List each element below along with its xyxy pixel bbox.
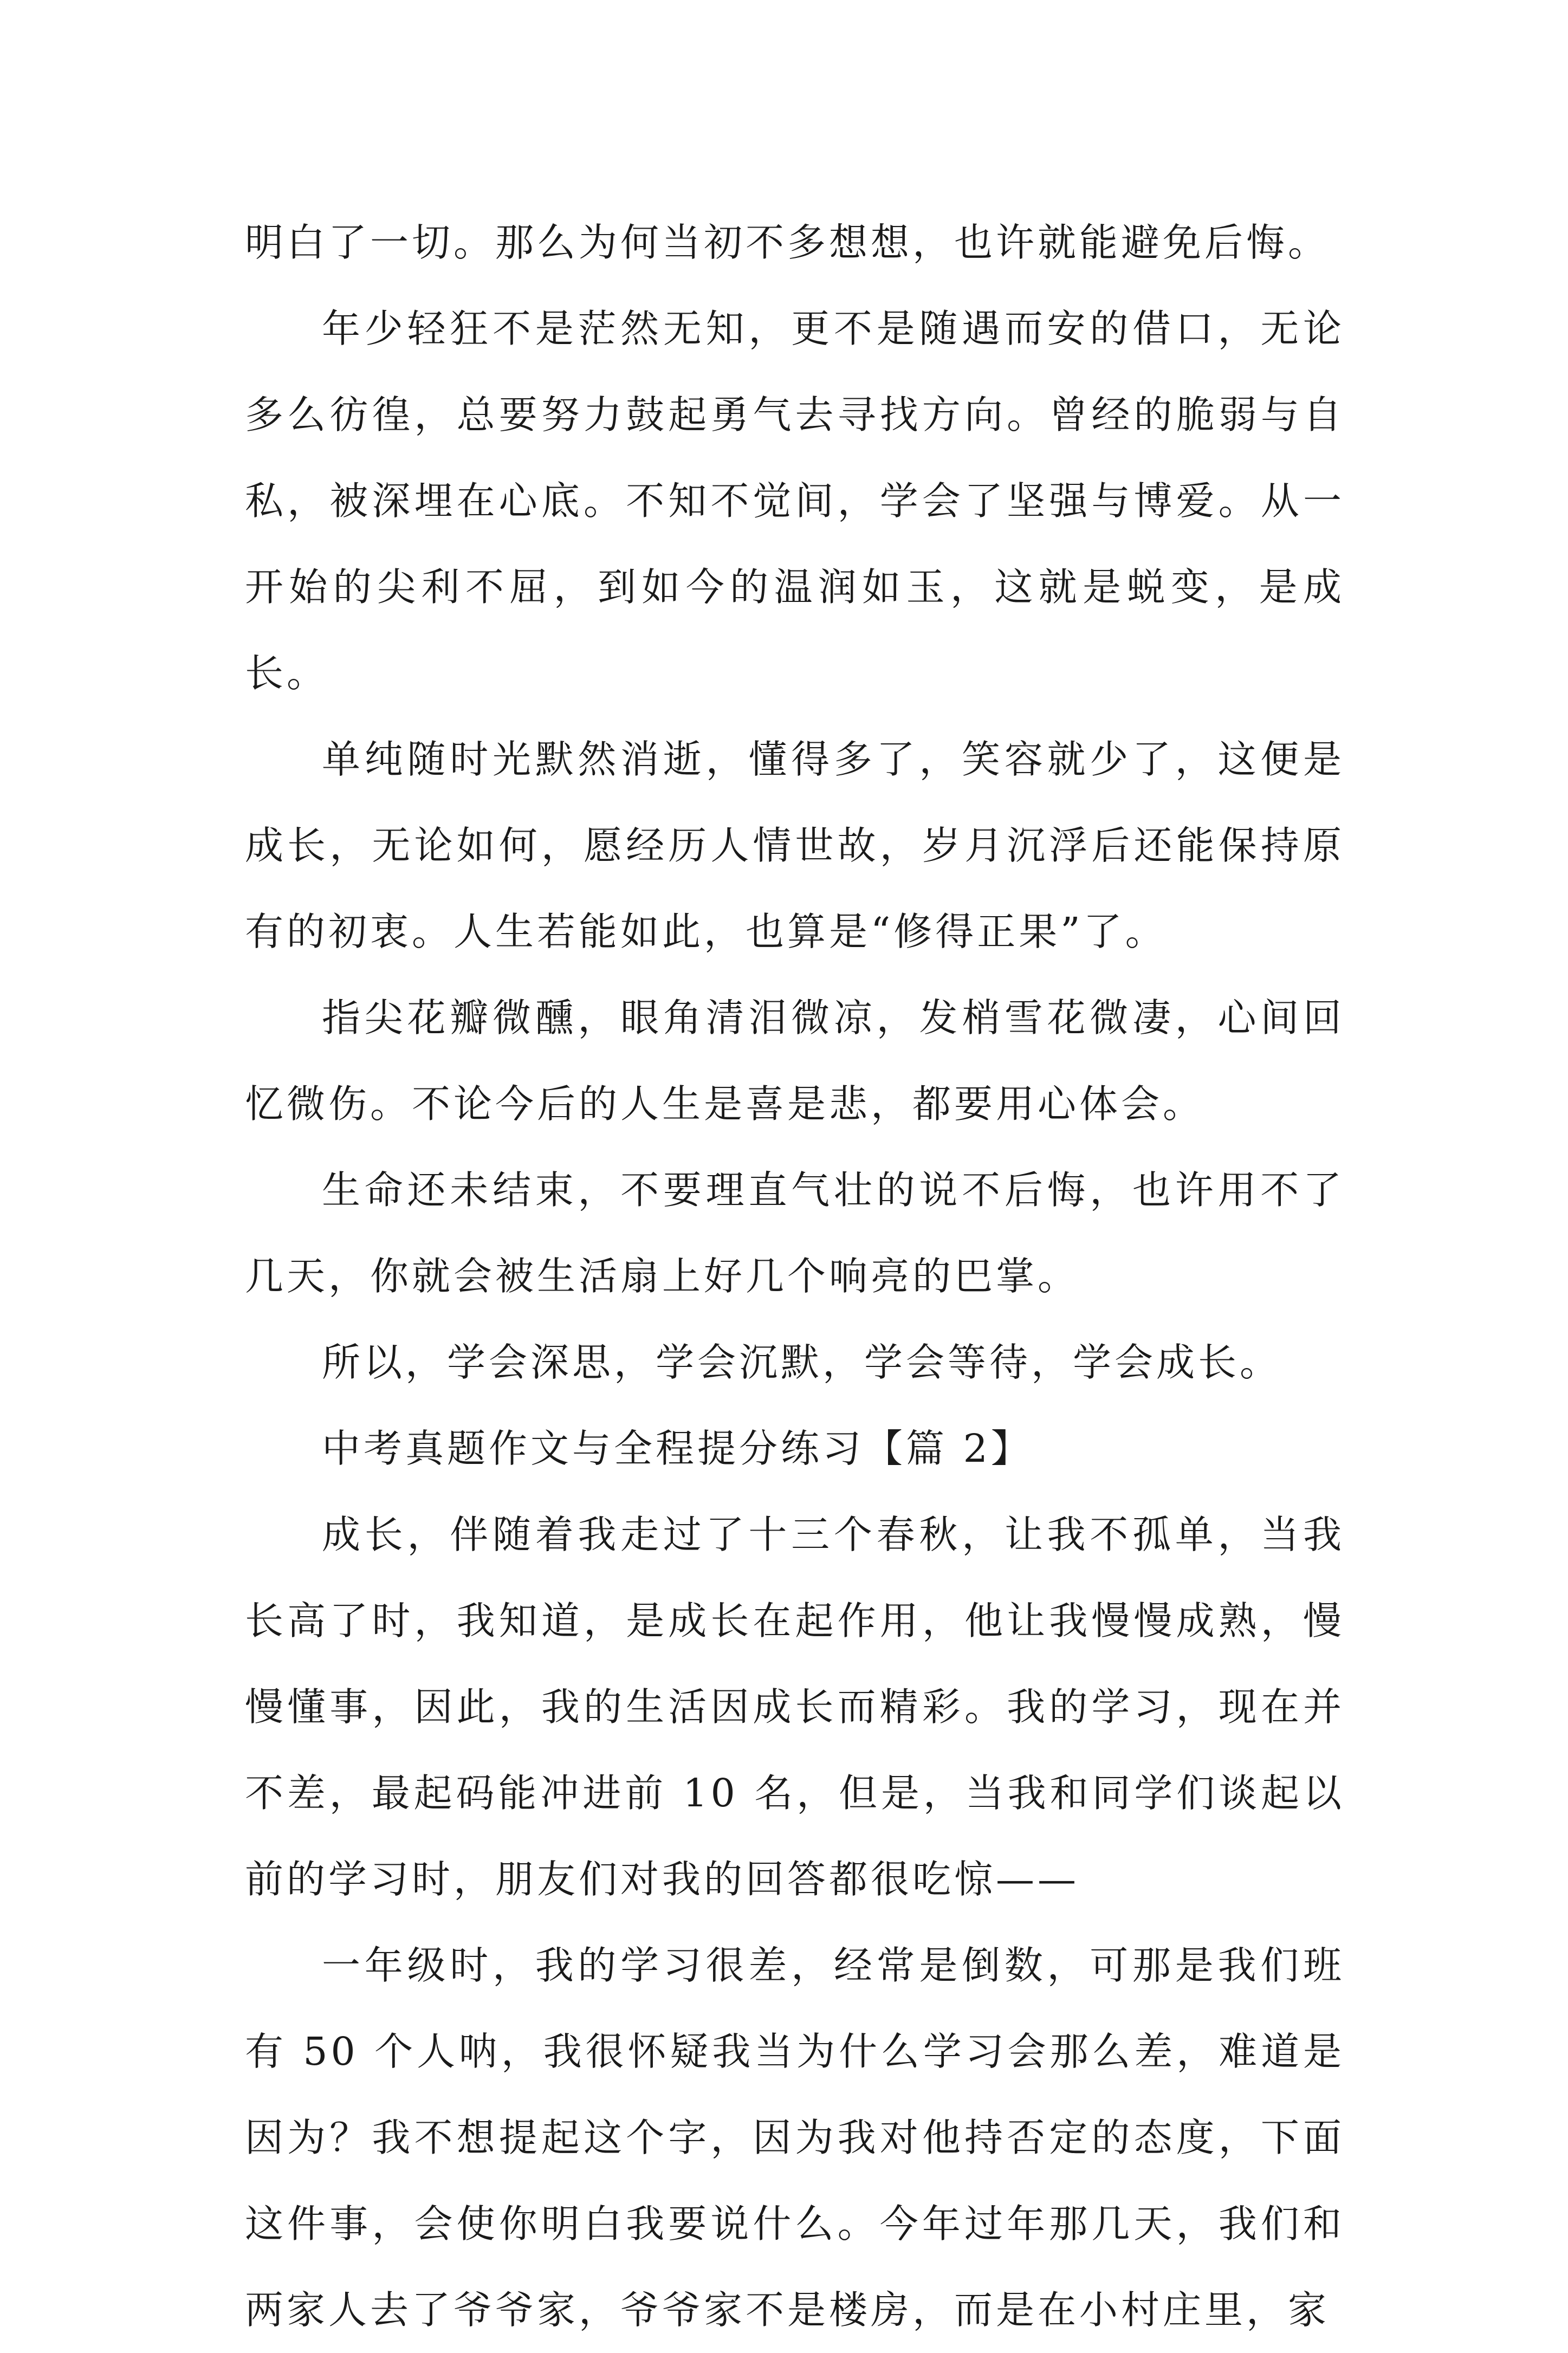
paragraph: 指尖花瓣微醺，眼角清泪微凉，发梢雪花微凄，心间回忆微伤。不论今后的人生是喜是悲，都要用心体会。 (245, 995, 1345, 1126)
paragraph-continuation: 明白了一切。那么为何当初不多想想，也许就能避免后悔。 (245, 220, 1330, 265)
paragraph: 单纯随时光默然消逝，懂得多了，笑容就少了，这便是成长，无论如何，愿经历人情世故，岁月沉浮后还能保持原有的初衷。人生若能如此，也算是“修得正果”了。 (245, 737, 1345, 954)
document-body (245, 199, 1345, 2353)
paragraph: 一年级时，我的学习很差，经常是倒数，可那是我们班有 50 个人呐，我很怀疑我当为什么学习会那么差，难道是因为？我不想提起这个字，因为我对他持否定的态度，下面这件事，会使你明白我要说什么。今年过年那几天，我们和两家人去了爷爷家，爷爷家不是楼房，而是在小村庄里，家 (245, 1943, 1345, 2332)
paragraph: 所以，学会深思，学会沉默，学会等待，学会成长。 (322, 1340, 1282, 1385)
paragraph: 成长，伴随着我走过了十三个春秋，让我不孤单，当我长高了时，我知道，是成长在起作用，他让我慢慢成熟，慢慢懂事，因此，我的生活因成长而精彩。我的学习，现在并不差，最起码能冲进前 10 名，但是，当我和同学们谈起以前的学习时，朋友们对我的回答都很吃惊—— (245, 1512, 1345, 1902)
section-heading: 中考真题作文与全程提分练习【篇 2】 (322, 1426, 1033, 1471)
paragraph: 生命还未结束，不要理直气壮的说不后悔，也许用不了几天，你就会被生活扇上好几个响亮的巴掌。 (245, 1168, 1345, 1299)
paragraph: 年少轻狂不是茫然无知，更不是随遇而安的借口，无论多么彷徨，总要努力鼓起勇气去寻找方向。曾经的脆弱与自私，被深埋在心底。不知不觉间，学会了坚强与博爱。从一开始的尖利不屈，到如今的温润如玉，这就是蜕变，是成长。 (245, 306, 1345, 696)
